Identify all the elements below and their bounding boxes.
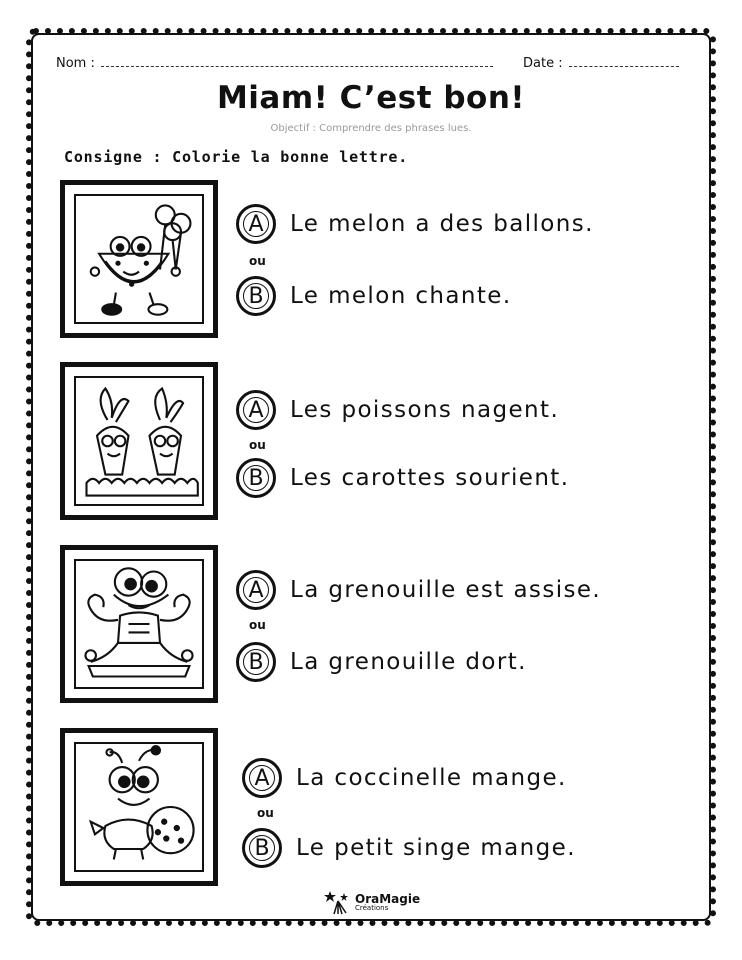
option-a[interactable] (236, 390, 559, 430)
option-b[interactable] (236, 276, 512, 316)
question-4 (60, 728, 700, 898)
question-2 (60, 362, 700, 532)
picture-frame (60, 180, 218, 338)
letter-b-circle[interactable]: B (236, 276, 276, 316)
letter-a-circle[interactable]: A (236, 390, 276, 430)
option-a-text: La grenouille est assise. (290, 577, 602, 603)
carrots-image (74, 376, 204, 506)
option-b-text: Le petit singe mange. (296, 835, 576, 861)
letter-a-circle[interactable]: A (242, 758, 282, 798)
date-label: Date : (523, 56, 563, 71)
option-a-text: Les poissons nagent. (290, 397, 560, 423)
question-3 (60, 545, 700, 715)
or-label: ou (249, 254, 266, 268)
date-line[interactable] (569, 56, 679, 67)
name-line[interactable] (101, 56, 493, 67)
name-field[interactable] (56, 56, 493, 71)
stars-wand-icon (324, 889, 352, 915)
date-field[interactable] (523, 56, 679, 71)
option-b[interactable] (236, 642, 527, 682)
option-a-text: La coccinelle mange. (296, 765, 567, 791)
melon-balloons-image (74, 194, 204, 324)
option-b-text: Les carottes sourient. (290, 465, 570, 491)
option-b[interactable] (236, 458, 569, 498)
question-1 (60, 180, 700, 350)
option-a[interactable] (236, 570, 601, 610)
letter-b-circle[interactable]: B (236, 642, 276, 682)
option-b-text: Le melon chante. (290, 283, 512, 309)
option-a-text: Le melon a des ballons. (290, 211, 594, 237)
picture-frame (60, 362, 218, 520)
option-b[interactable] (242, 828, 576, 868)
frog-image (74, 559, 204, 689)
letter-b-circle[interactable]: B (242, 828, 282, 868)
option-b-text: La grenouille dort. (290, 649, 527, 675)
or-label: ou (257, 806, 274, 820)
brand-name: OraMagie (355, 891, 421, 906)
or-label: ou (249, 618, 266, 632)
picture-frame (60, 728, 218, 886)
option-a[interactable] (236, 204, 594, 244)
objective-text: Objectif : Comprendre des phrases lues. (270, 123, 472, 134)
option-a[interactable] (242, 758, 567, 798)
letter-a-circle[interactable]: A (236, 570, 276, 610)
ladybug-cookie-image (74, 742, 204, 872)
name-label: Nom : (56, 56, 95, 71)
page-title: Miam! C’est bon! (216, 80, 526, 116)
brand-sub: Créations (355, 903, 389, 912)
oramagie-logo (324, 889, 420, 915)
instruction-text: Consigne : Colorie la bonne lettre. (64, 148, 409, 166)
or-label: ou (249, 438, 266, 452)
letter-a-circle[interactable]: A (236, 204, 276, 244)
picture-frame (60, 545, 218, 703)
letter-b-circle[interactable]: B (236, 458, 276, 498)
